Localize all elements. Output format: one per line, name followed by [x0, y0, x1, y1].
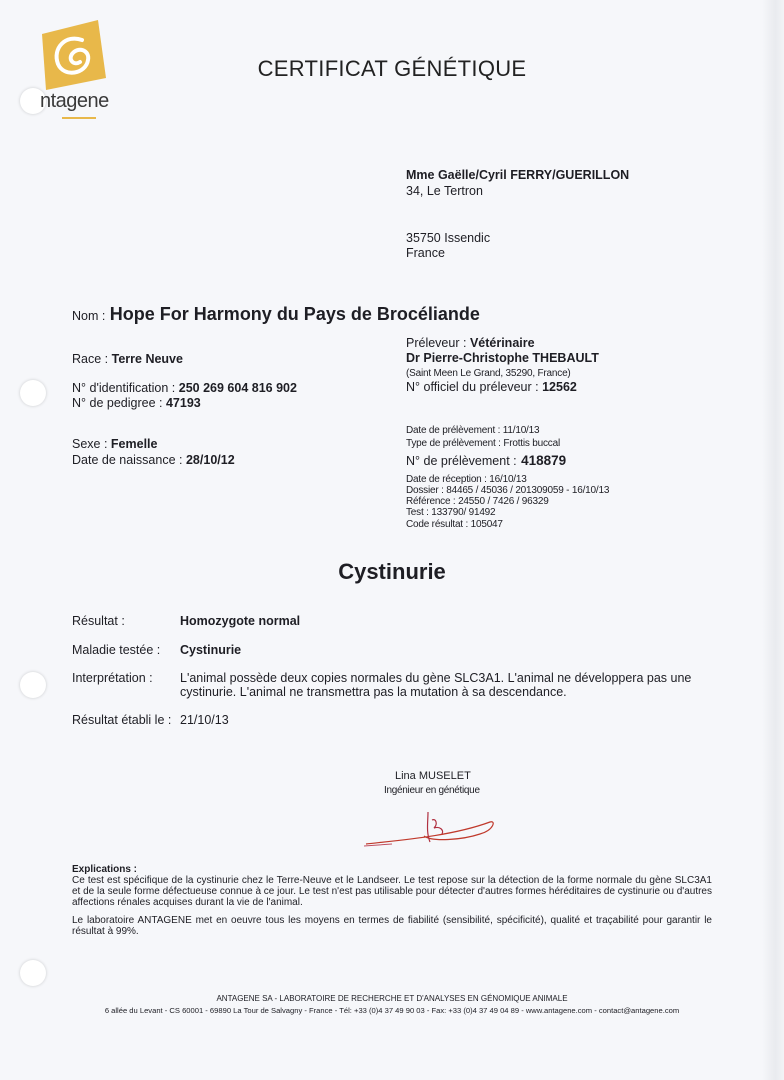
- punch-hole: [20, 960, 46, 986]
- sampler-official-label: N° officiel du préleveur :: [406, 380, 539, 394]
- owner-city: 35750 Issendic: [406, 231, 491, 245]
- breed-value: Terre Neuve: [111, 352, 183, 366]
- interpretation-label: Interprétation :: [72, 671, 153, 685]
- animal-name: Hope For Harmony du Pays de Brocéliande: [109, 304, 480, 324]
- disease-label: Maladie testée :: [72, 643, 161, 657]
- test-line: Test : 133790/ 91492: [406, 507, 496, 518]
- result-value: Homozygote normal: [180, 614, 301, 628]
- logo-wordmark: ntagene: [40, 90, 109, 112]
- reference-line: Référence : 24550 / 7426 / 96329: [406, 496, 549, 507]
- interpretation-line-2: cystinurie. L'animal ne transmettra pas la mutation à sa descendance.: [180, 685, 567, 699]
- pedigree-row: [72, 396, 201, 410]
- established-value: 21/10/13: [180, 713, 229, 727]
- sampler-official-value: 12562: [542, 380, 577, 394]
- test-heading: Cystinurie: [338, 559, 446, 584]
- sampler-row: [406, 336, 535, 350]
- dossier-line: Dossier : 84465 / 45036 / 201309059 - 16/10/13: [406, 485, 610, 496]
- sampler-location: (Saint Meen Le Grand, 35290, France): [406, 368, 571, 379]
- identification-row: [72, 381, 297, 395]
- owner-name: Mme Gaëlle/Cyril FERRY/GUERILLON: [406, 168, 630, 182]
- identification-label: N° d'identification :: [72, 381, 176, 395]
- sampler-label: Préleveur :: [406, 336, 467, 350]
- sampler-type: Vétérinaire: [469, 336, 535, 350]
- name-label: Nom :: [72, 309, 106, 323]
- breed-row: [72, 352, 183, 366]
- footer-company: ANTAGENE SA - LABORATOIRE DE RECHERCHE ET D'ANALYSES EN GÉNOMIQUE ANIMALE: [216, 994, 568, 1003]
- sample-number-value: 418879: [521, 453, 567, 468]
- animal-name-row: [72, 304, 480, 325]
- sampler-official-row: [406, 380, 577, 394]
- sampler-name: Dr Pierre-Christophe THEBAULT: [406, 351, 599, 365]
- explanations-heading: Explications :: [72, 864, 138, 875]
- explanations-paragraph-1: Ce test est spécifique de la cystinurie chez le Terre-Neuve et le Landseer. Le test repose sur la détection de la forme normale du gène SLC3A1 et de la seule forme défectueuse connue à ce jour. Le test n'est pas utilisable pour détecter d'autres formes héréditaires de cystinurie ou d'autres affections rénales acquises durant la vie de l'animal.: [72, 875, 712, 908]
- interpretation-line-1: L'animal possède deux copies normales du gène SLC3A1. L'animal ne développera pas une: [180, 671, 692, 685]
- result-label: Résultat :: [72, 614, 125, 628]
- identification-value: 250 269 604 816 902: [178, 381, 297, 395]
- sex-row: [72, 437, 157, 451]
- breed-label: Race :: [72, 352, 109, 366]
- code-result-line: Code résultat : 105047: [406, 519, 503, 530]
- punch-hole: [20, 380, 46, 406]
- footer-contact: 6 allée du Levant - CS 60001 - 69890 La Tour de Salvagny - France - Tél: +33 (0)4 37 49 90 03 - Fax: +33 (0)4 37 49 04 89 - www.antagene.com - contact@antagene.com: [104, 1006, 680, 1015]
- signature: [362, 800, 502, 852]
- sample-number-row: [406, 452, 566, 470]
- document-title: CERTIFICAT GÉNÉTIQUE: [257, 56, 527, 81]
- birth-row: [72, 453, 235, 467]
- sex-value: Femelle: [110, 437, 158, 451]
- logo-underline: [62, 117, 96, 119]
- signatory-role: Ingénieur en génétique: [384, 785, 480, 796]
- established-label: Résultat établi le :: [72, 713, 172, 727]
- birth-value: 28/10/12: [185, 453, 235, 467]
- reception-date: Date de réception : 16/10/13: [406, 474, 527, 485]
- owner-country: France: [406, 246, 445, 260]
- explanations-paragraph-2: Le laboratoire ANTAGENE met en oeuvre tous les moyens en termes de fiabilité (sensibilité, spécificité), qualité et traçabilité pour garantir le résultat à 99%.: [72, 915, 712, 937]
- owner-street: 34, Le Tertron: [406, 184, 483, 198]
- signatory-name: Lina MUSELET: [395, 770, 471, 782]
- punch-hole: [20, 672, 46, 698]
- birth-label: Date de naissance :: [72, 453, 183, 467]
- pedigree-label: N° de pedigree :: [72, 396, 163, 410]
- sample-type: Type de prélèvement : Frottis buccal: [406, 438, 560, 449]
- sample-date: Date de prélèvement : 11/10/13: [406, 425, 540, 436]
- page-edge-shadow: [762, 0, 784, 1080]
- sample-number-label: N° de prélèvement :: [406, 454, 517, 468]
- sex-label: Sexe :: [72, 437, 108, 451]
- disease-value: Cystinurie: [180, 643, 242, 657]
- pedigree-value: 47193: [165, 396, 201, 410]
